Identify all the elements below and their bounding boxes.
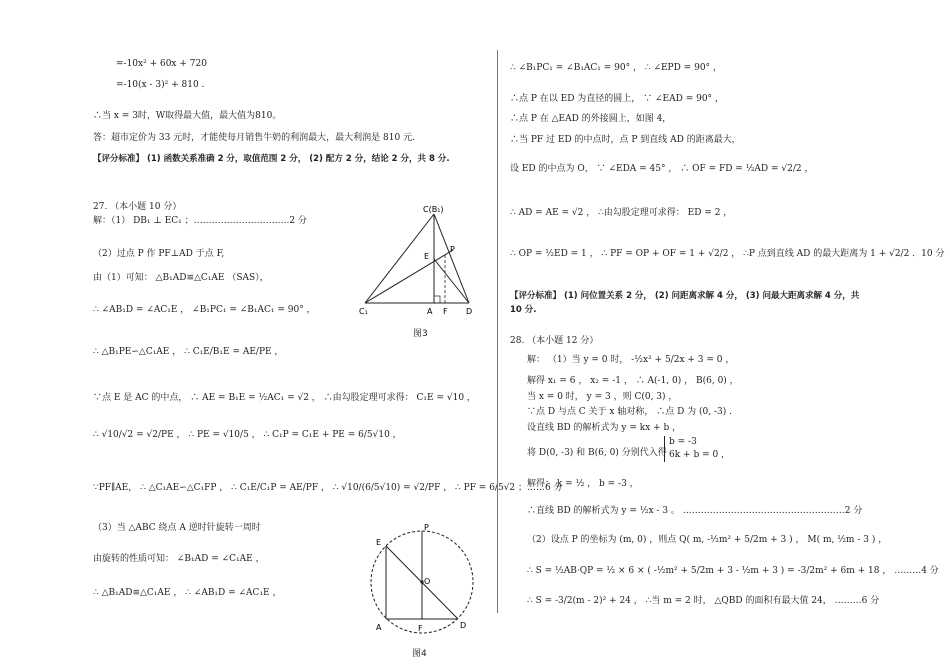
text-line: 解：（1） DB₁ ⊥ EC₁ ；…………………………..2 分 bbox=[93, 216, 307, 226]
scoring-note: 10 分. bbox=[510, 305, 537, 315]
text-line: ∴ S = -3/2(m - 2)² + 24 ， ∴当 m = 2 时， △QBD 的面积有最大值 24， ………6 分 bbox=[527, 596, 880, 606]
figure-3-diagram bbox=[355, 200, 485, 320]
label-f: F bbox=[418, 624, 423, 633]
label-a: A bbox=[376, 623, 382, 632]
text-line: =-10(x - 3)² + 810 . bbox=[116, 80, 205, 90]
text-line: 解得： k = ½ ， b = -3 ， bbox=[527, 479, 639, 489]
label-e: E bbox=[376, 538, 382, 547]
column-divider bbox=[497, 50, 498, 613]
text-line: ∵点 D 与点 C 关于 x 轴对称， ∴点 D 为 (0, -3) . bbox=[527, 407, 732, 417]
text-line: ∴ √10/√2 = √2/PE ， ∴ PE = √10/5 ， ∴ C₁P = C₁E + PE = 6/5√10 ， bbox=[93, 430, 402, 440]
label-e: E bbox=[424, 252, 430, 261]
figure-3-caption: 图3 bbox=[413, 329, 428, 339]
scoring-note: 【评分标准】 (1) 函数关系准确 2 分，取值范围 2 分， (2) 配方 2 分，结论 2 分，共 8 分. bbox=[93, 154, 450, 164]
text-line: ∴直线 BD 的解析式为 y = ½x - 3 。 ………………………………………………2 分 bbox=[527, 506, 863, 516]
text-line: =-10x² + 60x + 720 bbox=[116, 59, 207, 69]
text-line: 设直线 BD 的解析式为 y = kx + b ， bbox=[527, 423, 682, 433]
equation-system bbox=[664, 436, 730, 462]
label-d: D bbox=[466, 307, 473, 316]
text-line: 解得 x₁ = 6 ， x₂ = -1 ， ∴ A(-1, 0) ， B(6, 0) ， bbox=[527, 376, 739, 386]
label-p: P bbox=[450, 245, 455, 254]
text-line: ∴ ∠B₁PC₁ = ∠B₁AC₁ = 90° ， ∴ ∠EPD = 90° ， bbox=[510, 63, 722, 73]
text-line: ∵PF∥AE， ∴ △C₁AE∽△C₁FP ， ∴ C₁E/C₁P = AE/PF ， ∴ √10/(6/5√10) = √2/PF ， ∴ PF = 6/5√2 ；……6 分 bbox=[93, 483, 563, 493]
text-line: 由（1）可知： △B₁AD≌△C₁AE （SAS）， bbox=[93, 273, 269, 283]
text-line: ∴ OP = ½ED = 1 ， ∴ PF = OP + OF = 1 + √2/2 ， ∴P 点到直线 AD 的最大距离为 1 + √2/2 ．10 分 bbox=[510, 249, 945, 259]
text-line: ∴当 PF 过 ED 的中点时，点 P 到直线 AD 的距离最大， bbox=[510, 135, 741, 145]
figure-4-caption: 图4 bbox=[412, 649, 427, 659]
text-line: ∵点 E 是 AC 的中点， ∴ AE = B₁E = ½AC₁ = √2 ， ∴由勾股定理可求得： C₁E = √10 ， bbox=[93, 393, 476, 403]
question-heading: 28. （本小题 12 分） bbox=[510, 336, 599, 346]
text-line: ∴ AD = AE = √2 ， ∴由勾股定理可求得： ED = 2 ， bbox=[510, 208, 733, 218]
text-line: ∴ S = ½AB·QP = ½ × 6 × ( -½m² + 5/2m + 3 - ½m + 3 ) = -3/2m² + 6m + 18 ， ………4 分 bbox=[527, 566, 939, 576]
label-p: P bbox=[424, 523, 429, 532]
text-line: ∴ △B₁PE∽△C₁AE ， ∴ C₁E/B₁E = AE/PE ， bbox=[93, 347, 284, 357]
label-c1: C₁ bbox=[359, 307, 368, 316]
equation-line: b = -3 bbox=[669, 437, 697, 447]
scoring-note: 【评分标准】 (1) 问位置关系 2 分， (2) 问距离求解 4 分， (3) 问最大距离求解 4 分，共 bbox=[510, 291, 860, 301]
text-line: 将 D(0, -3) 和 B(6, 0) 分别代入得 bbox=[527, 448, 667, 458]
text-line: （2）过点 P 作 PF⊥AD 于点 F, bbox=[93, 249, 225, 259]
label-a: A bbox=[427, 307, 433, 316]
text-line: 设 ED 的中点为 O， ∵ ∠EDA = 45° ， ∴ OF = FD = ½AD = √2/2 ， bbox=[510, 164, 814, 174]
text-line: 解： （1）当 y = 0 时， -½x² + 5/2x + 3 = 0 ， bbox=[527, 355, 735, 365]
text-line: ∴点 P 在以 ED 为直径的圆上， ∵ ∠EAD = 90° ， bbox=[510, 94, 724, 104]
text-line: ∴ ∠AB₁D = ∠AC₁E ， ∠B₁PC₁ = ∠B₁AC₁ = 90° ， bbox=[93, 305, 316, 315]
figure-4-diagram bbox=[360, 520, 480, 642]
text-line: ∴点 P 在 △EAD 的外接圆上，如图 4， bbox=[510, 114, 672, 124]
text-line: ∴ △B₁AD≌△C₁AE ， ∴ ∠AB₁D = ∠AC₁E ， bbox=[93, 588, 282, 598]
text-line: 当 x = 0 时， y = 3 ，则 C(0, 3) ， bbox=[527, 392, 678, 402]
text-line: ∴当 x = 3时，W取得最大值，最大值为810。 bbox=[93, 111, 282, 121]
equation-line: 6k + b = 0 ， bbox=[669, 450, 731, 460]
label-c-b1: C(B₁) bbox=[423, 205, 444, 214]
text-line: 答：超市定价为 33 元时，才能使每月销售牛奶的利润最大，最大利润是 810 元. bbox=[93, 133, 415, 143]
text-line: （3）当 △ABC 绕点 A 逆时针旋转一周时 bbox=[93, 523, 261, 533]
label-f: F bbox=[443, 307, 448, 316]
text-line: （2）设点 P 的坐标为 (m, 0) ，则点 Q( m, -½m² + 5/2m + 3 ) ， M( m, ½m - 3 ) ， bbox=[527, 535, 888, 545]
label-o: O bbox=[424, 577, 431, 586]
question-heading: 27. （本小题 10 分） bbox=[93, 202, 182, 212]
text-line: 由旋转的性质可知： ∠B₁AD = ∠C₁AE ， bbox=[93, 554, 265, 564]
label-d: D bbox=[460, 621, 467, 630]
